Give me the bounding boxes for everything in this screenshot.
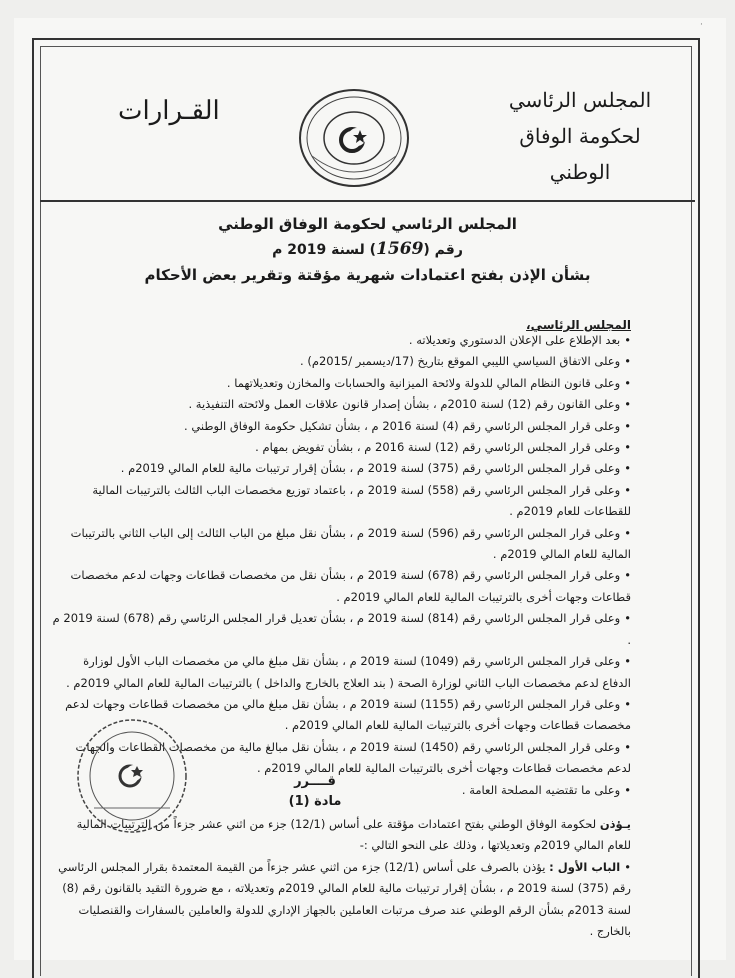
preamble-item: •بعد الإطلاع على الإعلان الدستوري وتعديلاته . bbox=[408, 333, 631, 347]
preamble-item: •وعلى قانون النظام المالي للدولة ولائحة الميزانية والحسابات والمخازن وتعديلاتهما . bbox=[226, 375, 631, 390]
article-intro bbox=[52, 814, 631, 857]
decision-number-suffix: ) لسنة 2019 م bbox=[272, 242, 377, 258]
article-1-body bbox=[52, 814, 631, 942]
header-issuer bbox=[495, 82, 665, 190]
decision-subject: بشأن الإذن بفتح اعتمادات شهرية مؤقتة وتقرير بعض الأحكام bbox=[144, 266, 591, 284]
preamble-item: •وعلى قرار المجلس الرئاسي رقم (4) لسنة 2016 م ، بشأن تشكيل حكومة الوفاق الوطني . bbox=[184, 418, 631, 433]
chapter-1-text: يؤذن بالصرف على أساس (12/1) جزء من اثني عشر جزءاً من القيمة المعتمدة بقرار المجلس الرئاسي رقم (375) لسنة 2019 م ، بشأن إقرار ترتيبات مالية للعام المالي 2019م وتعديلاته ، مع ضرورة التقيد بالقانون رقم (8) لسنة 2013م بشأن الرقم الوطني عند صرف مرتبات العاملين بالجهاز الإداري للدولة والعاملين بالسفارات والقنصليات بالخارج . bbox=[58, 859, 631, 939]
decision-number bbox=[100, 236, 635, 263]
article-intro-text: لحكومة الوفاق الوطني بفتح اعتمادات مؤقتة على أساس (12/1) جزء من اثني عشر جزءاً من الترتيبات المالية للعام المالي 2019م وتعديلاتها ، وذلك على النحو التالي :- bbox=[76, 817, 631, 853]
preamble-item: •وعلى ما تقتضيه المصلحة العامة . bbox=[461, 782, 631, 797]
header-decisions-label: القـرارات bbox=[118, 96, 220, 126]
header-divider bbox=[40, 200, 695, 202]
article-intro-keyword: يـؤذن bbox=[599, 817, 631, 831]
decision-number-prefix: رقم ( bbox=[423, 242, 463, 258]
preamble-item: •وعلى قرار المجلس الرئاسي رقم (1155) لسنة 2019 م ، بشأن نقل مبلغ مالي من مخصصات قطاعات وجهات لدعم مخصصات قطاعات وجهات أخرى بالترتيبات المالية للعام المالي 2019م . bbox=[65, 696, 631, 733]
preamble-item: •وعلى قرار المجلس الرئاسي رقم (558) لسنة 2019 م ، باعتماد توزيع مخصصات الباب الثالث بالترتيبات المالية للقطاعات للعام 2019م . bbox=[92, 482, 631, 519]
preamble-item: •وعلى قرار المجلس الرئاسي رقم (596) لسنة 2019 م ، بشأن نقل مبلغ من الباب الثالث إلى الباب الثاني بالترتيبات المالية للعام المالي 2019م . bbox=[70, 525, 631, 562]
header-council-name: المجلس الرئاسي bbox=[508, 88, 652, 112]
council-heading: المجلس الرئاسي، bbox=[526, 318, 631, 332]
decision-number-handwritten: 1569 bbox=[376, 239, 424, 259]
decision-title-block bbox=[100, 212, 635, 287]
scan-mark: · bbox=[700, 20, 703, 30]
chapter-1-paragraph: •الباب الأول : يؤذن بالصرف على أساس (12/1) جزء من اثني عشر جزءاً من القيمة المعتمدة بقرار المجلس الرئاسي رقم (375) لسنة 2019 م ، بشأن إقرار ترتيبات مالية للعام المالي 2019م وتعديلاته ، مع ضرورة التقيد بالقانون رقم (8) لسنة 2013م بشأن الرقم الوطني عند صرف مرتبات العاملين بالجهاز الإداري للدولة والعاملين بالسفارات والقنصليات بالخارج . bbox=[58, 859, 631, 939]
preamble-item: •وعلى قرار المجلس الرئاسي رقم (1049) لسنة 2019 م ، بشأن نقل مبلغ مالي من مخصصات الباب الأول لوزارة الدفاع لدعم مخصصات الباب الثاني لوزارة الصحة ( بند العلاج بالخارج والداخل ) بالترتيبات المالية للعام المالي 2019م . bbox=[66, 654, 631, 690]
preamble-item: •وعلى الاتفاق السياسي الليبي الموقع بتاريخ (17/ديسمبر /2015م) . bbox=[300, 354, 631, 369]
preamble-item: •وعلى قرار المجلس الرئاسي رقم (12) لسنة 2016 م ، بشأن تفويض بمهام . bbox=[255, 440, 631, 455]
preamble-item: •وعلى قرار المجلس الرئاسي رقم (678) لسنة 2019 م ، بشأن نقل من مخصصات قطاعات وجهات لدعم مخصصات قطاعات وجهات أخرى بالترتيبات المالية للعام المالي 2019م . bbox=[70, 568, 631, 604]
issuer-title: المجلس الرئاسي لحكومة الوفاق الوطني bbox=[218, 215, 517, 233]
header-government-name: لحكومة الوفاق الوطني bbox=[519, 124, 641, 184]
preamble-item: •وعلى قرار المجلس الرئاسي رقم (1450) لسنة 2019 م ، بشأن نقل مبالغ مالية من مخصصات القطاعات والجهات لدعم مخصصات قطاعات وجهات أخرى بالترتيبات المالية للعام المالي 2019م . bbox=[75, 739, 631, 776]
preamble-item: •وعلى قرار المجلس الرئاسي رقم (814) لسنة 2019 م ، بشأن تعديل قرار المجلس الرئاسي رقم (678) لسنة 2019 م . bbox=[52, 611, 631, 647]
decision-heading: قــــرر bbox=[294, 774, 336, 789]
government-emblem-icon bbox=[296, 86, 412, 190]
preamble-item: •وعلى القانون رقم (12) لسنة 2010م ، بشأن إصدار قانون علاقات العمل ولائحته التنفيذية . bbox=[188, 397, 631, 412]
article-heading: مادة (1) bbox=[288, 794, 342, 809]
chapter-1-label: الباب الأول : bbox=[549, 859, 621, 874]
preamble-item: •وعلى قرار المجلس الرئاسي رقم (375) لسنة 2019 م ، بشأن إقرار ترتيبات مالية للعام المالي 2019م . bbox=[120, 461, 631, 476]
